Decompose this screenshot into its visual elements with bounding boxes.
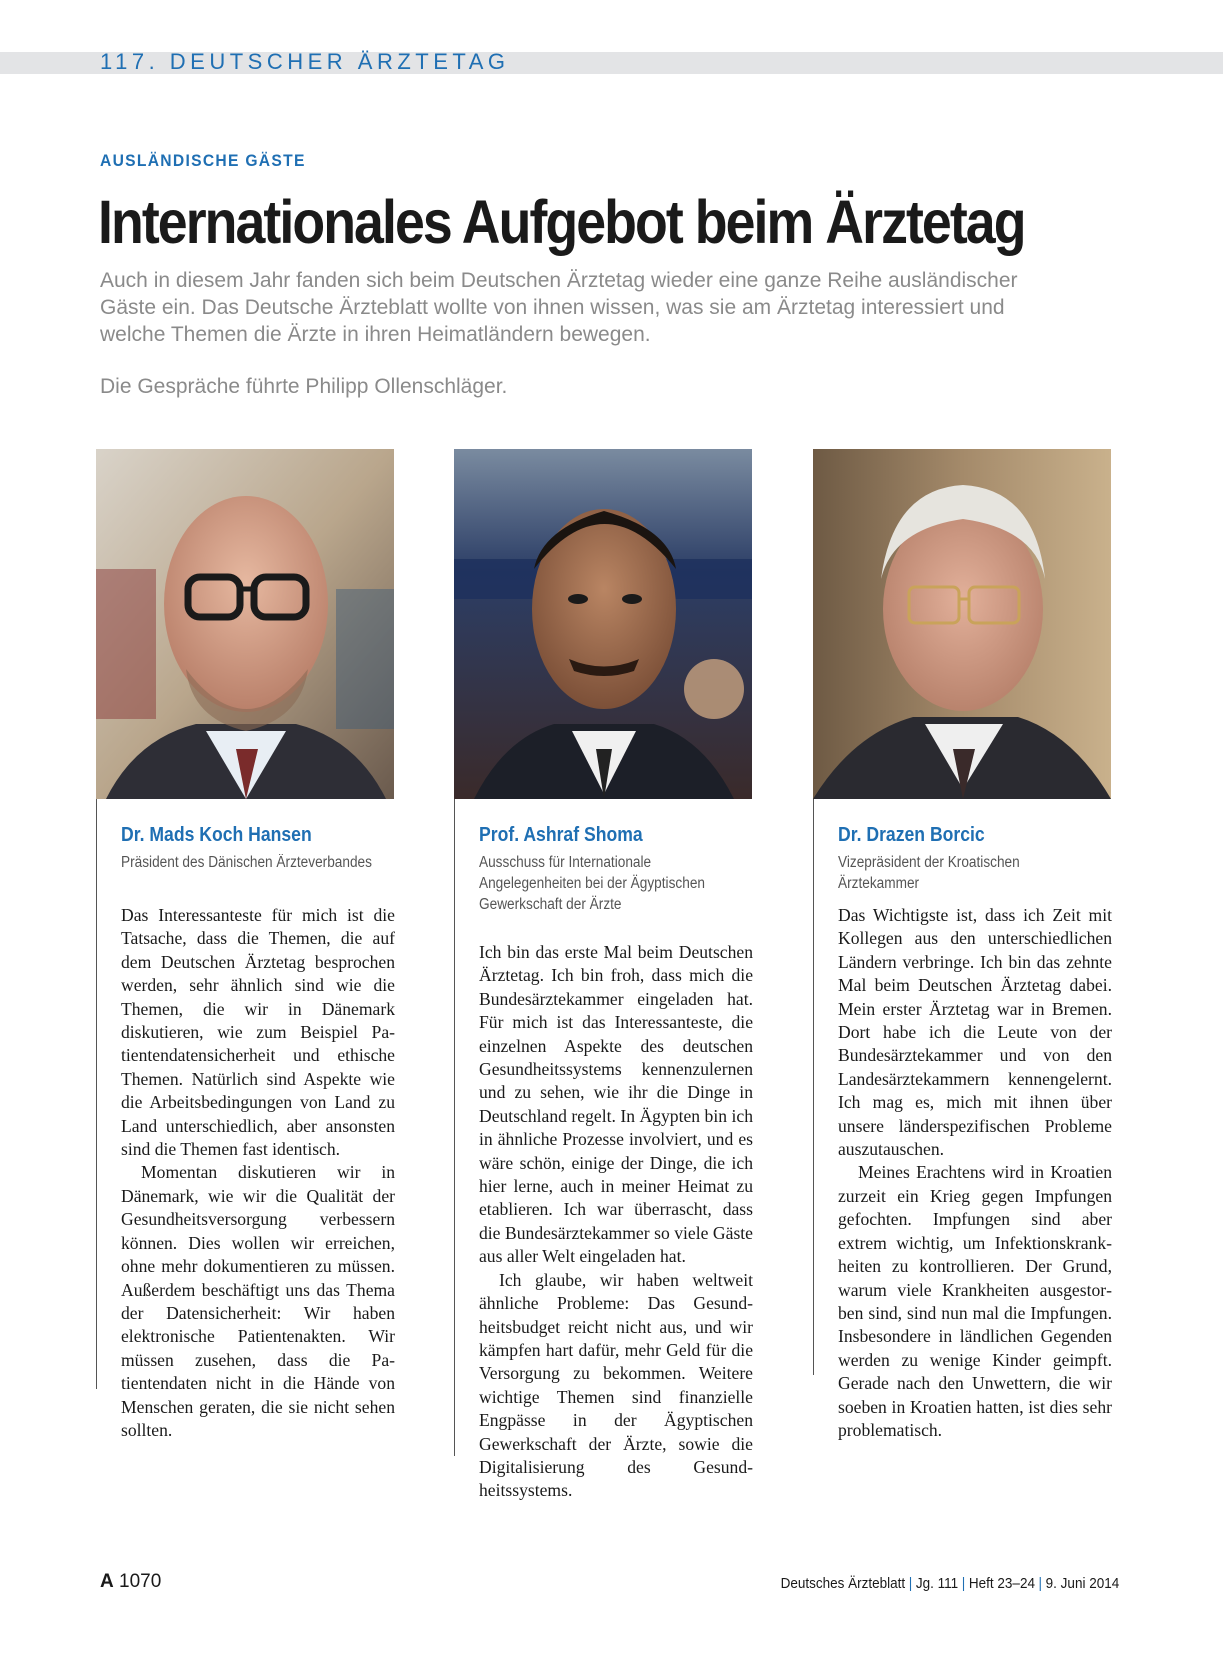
journal-date: 9. Juni 2014: [1045, 1575, 1119, 1592]
interviewee-name: Prof. Ashraf Shoma: [479, 824, 643, 846]
interview-paragraph: Ich glaube, wir haben weltweit ähnliche Probleme: Das Gesundheitsbudget reicht nicht aus, und wir kämpfen hart dafür, mehr Geld für die Versorgung zu bekommen. Weitere wichtige Themen sind finanzielle Engpässe in der Ägyptischen Gewerkschaft der Ärzte, sowie die Digitalisierung des Gesundheitssystems.: [479, 1269, 753, 1501]
interviewee-role: Ausschuss für Internationale Angelegenheiten bei der Ägyptischen Gewerkschaft der Ärzte: [479, 854, 705, 913]
footer-separator: |: [908, 1575, 913, 1592]
journal-name: Deutsches Ärzteblatt: [780, 1575, 905, 1592]
interview-text: [479, 941, 753, 1503]
journal-footer: [780, 1575, 1119, 1592]
interviewee-role: Präsident des Dänischen Ärzteverbandes: [121, 854, 372, 871]
article-lead: Auch in diesem Jahr fanden sich beim Deutschen Ärztetag wieder eine ganze Reihe ausländischer Gäste ein. Das Deutsche Ärzteblatt wollte von ihnen wissen, was sie am Ärztetag interessiert und welche Themen die Ärzte in ihren Heimatländern bewegen.: [100, 269, 1018, 346]
interview-paragraph: Das Interessanteste für mich ist die Tatsache, dass die Themen, die auf dem Deutschen Ärztetag besprochen werden, sehr ähnlich sind wie die Themen, die wir in Dänemark diskutieren, wie zum Beispiel Patientendatensicherheit und ethische Themen. Natürlich sind Aspekte wie die Arbeitsbedingungen von Land zu Land unterschiedlich, aber ansonsten sind die Themen fast identisch.: [121, 905, 395, 1160]
column-rule: [813, 779, 814, 1375]
section-label: 117. DEUTSCHER ÄRZTETAG: [100, 49, 510, 74]
journal-issue: Heft 23–24: [968, 1575, 1035, 1592]
page-number: [100, 1571, 161, 1593]
portrait-photo-borcic: [813, 449, 1111, 799]
page-number-value: 1070: [119, 1571, 162, 1592]
interviewee-name: Dr. Mads Koch Hansen: [121, 824, 312, 846]
interview-text: [838, 904, 1112, 1442]
column-rule: [454, 779, 455, 1456]
portrait-photo-hansen: [96, 449, 394, 799]
interview-paragraph: Momentan diskutieren wir in Dänemark, wie wir die Qualität der Gesundheitsversorgung verbessern können. Dies wollen wir erreichen, ohne mehr dokumentieren zu müssen. Außerdem beschäftigt uns das Thema der Datensicherheit: Wir haben elektronische Patientenakten. Wir müssen zusehen, dass die Patientendaten nicht in die Hände von Menschen geraten, die sie nicht sehen sollten.: [121, 1162, 395, 1440]
interviewee-role: Vizepräsident der Kroatischen Ärztekammer: [838, 854, 1020, 892]
interview-paragraph: Ich bin das erste Mal beim Deutschen Ärztetag. Ich bin froh, dass mich die Bundesärztekammer eingeladen hat. Für mich ist das Interessanteste, die einzelnen Aspekte des deutschen Gesundheitssystems kennenzulernen und zu sehen, wie ihr die Dinge in Deutschland regelt. In Ägypten bin ich in ähnliche Prozesse involviert, und es wäre schön, einige der Dinge, die ich hier lerne, auch in meiner Heimat zu etablieren. Ich war überrascht, dass die Bundesärztekammer so viele Gäste aus aller Welt eingeladen hat.: [479, 942, 753, 1267]
footer-separator: |: [961, 1575, 966, 1592]
footer-separator: |: [1038, 1575, 1042, 1592]
article-byline: Die Gespräche führte Philipp Ollenschläger.: [100, 375, 508, 398]
interview-paragraph: Meines Erachtens wird in Kroatien zurzeit ein Krieg gegen Impfungen gefochten. Impfungen sind aber extrem wichtig, um Infektionskrankheiten zu kontrollieren. Der Grund, warum viele Krankheiten ausgestorben sind, sind nun mal die Impfungen. Insbesondere in ländlichen Gegenden werden zu wenige Kinder geimpft. Gerade nach den Unwettern, die wir soeben in Kroatien hatten, ist dies sehr problematisch.: [838, 1162, 1112, 1440]
interview-text: [121, 904, 395, 1442]
article-kicker: AUSLÄNDISCHE GÄSTE: [100, 151, 306, 170]
journal-volume: Jg. 111: [915, 1575, 958, 1592]
portrait-photo-shoma: [454, 449, 752, 799]
interview-paragraph: Das Wichtigste ist, dass ich Zeit mit Kollegen aus den unterschiedlichen Ländern verbringe. Ich bin das zehnte Mal beim Deutschen Ärztetag dabei. Mein erster Ärztetag war in Bremen. Dort habe ich die Leute von der Bundesärztekammer und von den Landesärztekammern kennengelernt. Ich mag es, mich mit ihnen über unsere länderspezifischen Probleme auszutauschen.: [838, 905, 1112, 1160]
interviewee-name: Dr. Drazen Borcic: [838, 824, 985, 846]
article-headline: Internationales Aufgebot beim Ärztetag: [98, 188, 1025, 256]
page-prefix: A: [100, 1571, 114, 1592]
